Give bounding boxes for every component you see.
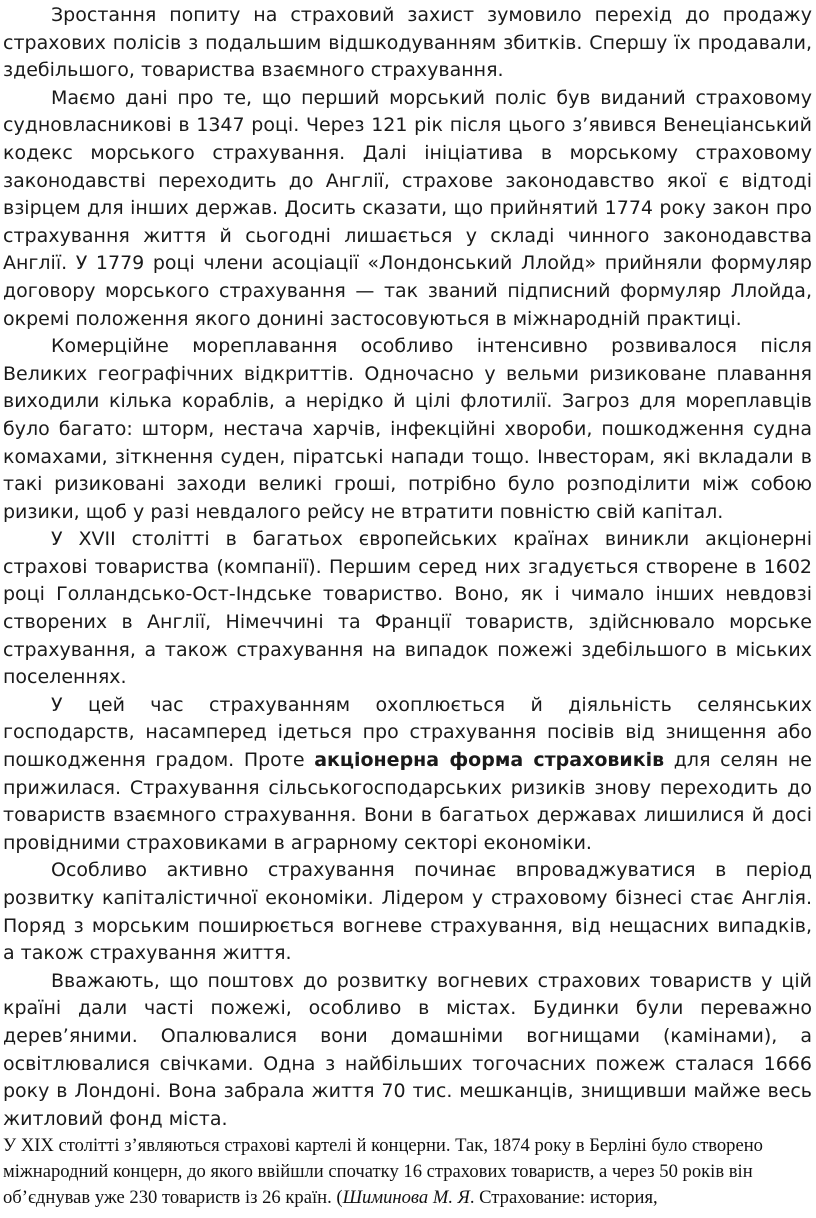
paragraph-joint-stock-companies: У XVII столітті в багатьох європейських країнах виникли акціонерні страхові товариства (компанії). Першим серед них згадується створене в 1602 році Голландсько-Ост-Індське товариство. Воно, як і чимало інших невдовзі створених в Англії, Німеччині та Франції товариств, здійснювало морське страхування, а також страхування на випадок пожежі здебільшого в міських поселеннях. bbox=[3, 528, 812, 689]
paragraph-fire-insurance: Вважають, що поштовх до розвитку вогневих страхових товариств у цій країні дали часті пожежі, особливо в містах. Будинки були переважно дерев’яними. Опалювалися вони домашніми вогнищами (камінами), а освітлювалися свічками. Одна з найбільших тогочасних пожеж сталася 1666 року в Лондоні. Вона забрала життя 70 тис. мешканців, знищивши майже весь житловий фонд міста. bbox=[3, 969, 812, 1130]
paragraph-capitalist-economy: Особливо активно страхування починає впроваджуватися в період розвитку капіталістичної економіки. Лідером у страховому бізнесі стає Англія. Поряд з морським поширюється вогневе страхування, від нещасних випадків, а також страхування життя. bbox=[3, 859, 812, 965]
paragraph-marine-policy: Маємо дані про те, що перший морський поліс був виданий страховому судновласникові в 1347 році. Через 121 рік після цього з’явився Венеціанський кодекс морського страхування. Далі ініціатива в морському страховому законодавстві переходить до Англії, страхове законодавство якої є відтоді взірцем для інших держав. Досить сказати, що прийнятий 1774 року закон про страхування життя й сьогодні лишається у складі чинного законодавства Англії. У 1779 році члени асоціації «Лондонський Ллойд» прийняли формуляр договору морського страхування — так званий підписний формуляр Ллойда, окремі положення якого донині застосовуються в міжнародній практиці. bbox=[3, 86, 812, 330]
paragraph-commercial-navigation: Комерційне мореплавання особливо інтенсивно розвивалося після Великих географічних відкриттів. Одночасно у вельми ризиковане плавання виходили кілька кораблів, а нерідко й цілі флотилії. Загроз для мореплавців було багато: шторм, нестача харчів, інфекційні хвороби, пошкодження судна комахами, зіткнення суден, піратські напади тощо. Інвесторам, які вкладали в такі ризиковані заходи великі гроші, потрібно було розподілити між собою ризики, щоб у разі невдалого рейсу не втратити повністю свій капітал. bbox=[3, 335, 812, 523]
quote-text: У XIX столітті з’являються страхові картелі й концерни. Так, 1874 року в Берліні було створено міжнародний концерн, до якого ввійшли спочатку 16 страхових товариств, а через 50 років він об’єднував уже 230 товариств із 26 країн. ( bbox=[3, 1135, 763, 1209]
paragraph-cartels-quote bbox=[3, 1133, 812, 1211]
paragraph-peasant-text-before: У цей час страхуванням охоплюється й діяльність селянських господарств, насамперед ідеться про страхування посівів від знищення або пошкодження градом. Проте bbox=[3, 693, 812, 772]
paragraph-peasant-insurance bbox=[3, 692, 812, 858]
bold-term-joint-stock-form: акціонерна форма страховиків bbox=[314, 749, 665, 772]
quote-source: . Страхование: история, bbox=[469, 1187, 658, 1209]
paragraph-demand-growth: Зростання попиту на страховий захист зумовило перехід до продажу страхових полісів з подальшим відшкодуванням збитків. Спершу їх продавали, здебільшого, товариства взаємного страхування. bbox=[3, 4, 812, 82]
quote-author: Шиминова М. Я bbox=[342, 1187, 470, 1209]
paragraph-peasant-text-after: для селян не прижилася. Страхування сільськогосподарських ризиків знову переходить до товариств взаємного страхування. Вони в багатьох державах лишилися й досі провідними страховиками в аграрному секторі економіки. bbox=[3, 749, 812, 854]
